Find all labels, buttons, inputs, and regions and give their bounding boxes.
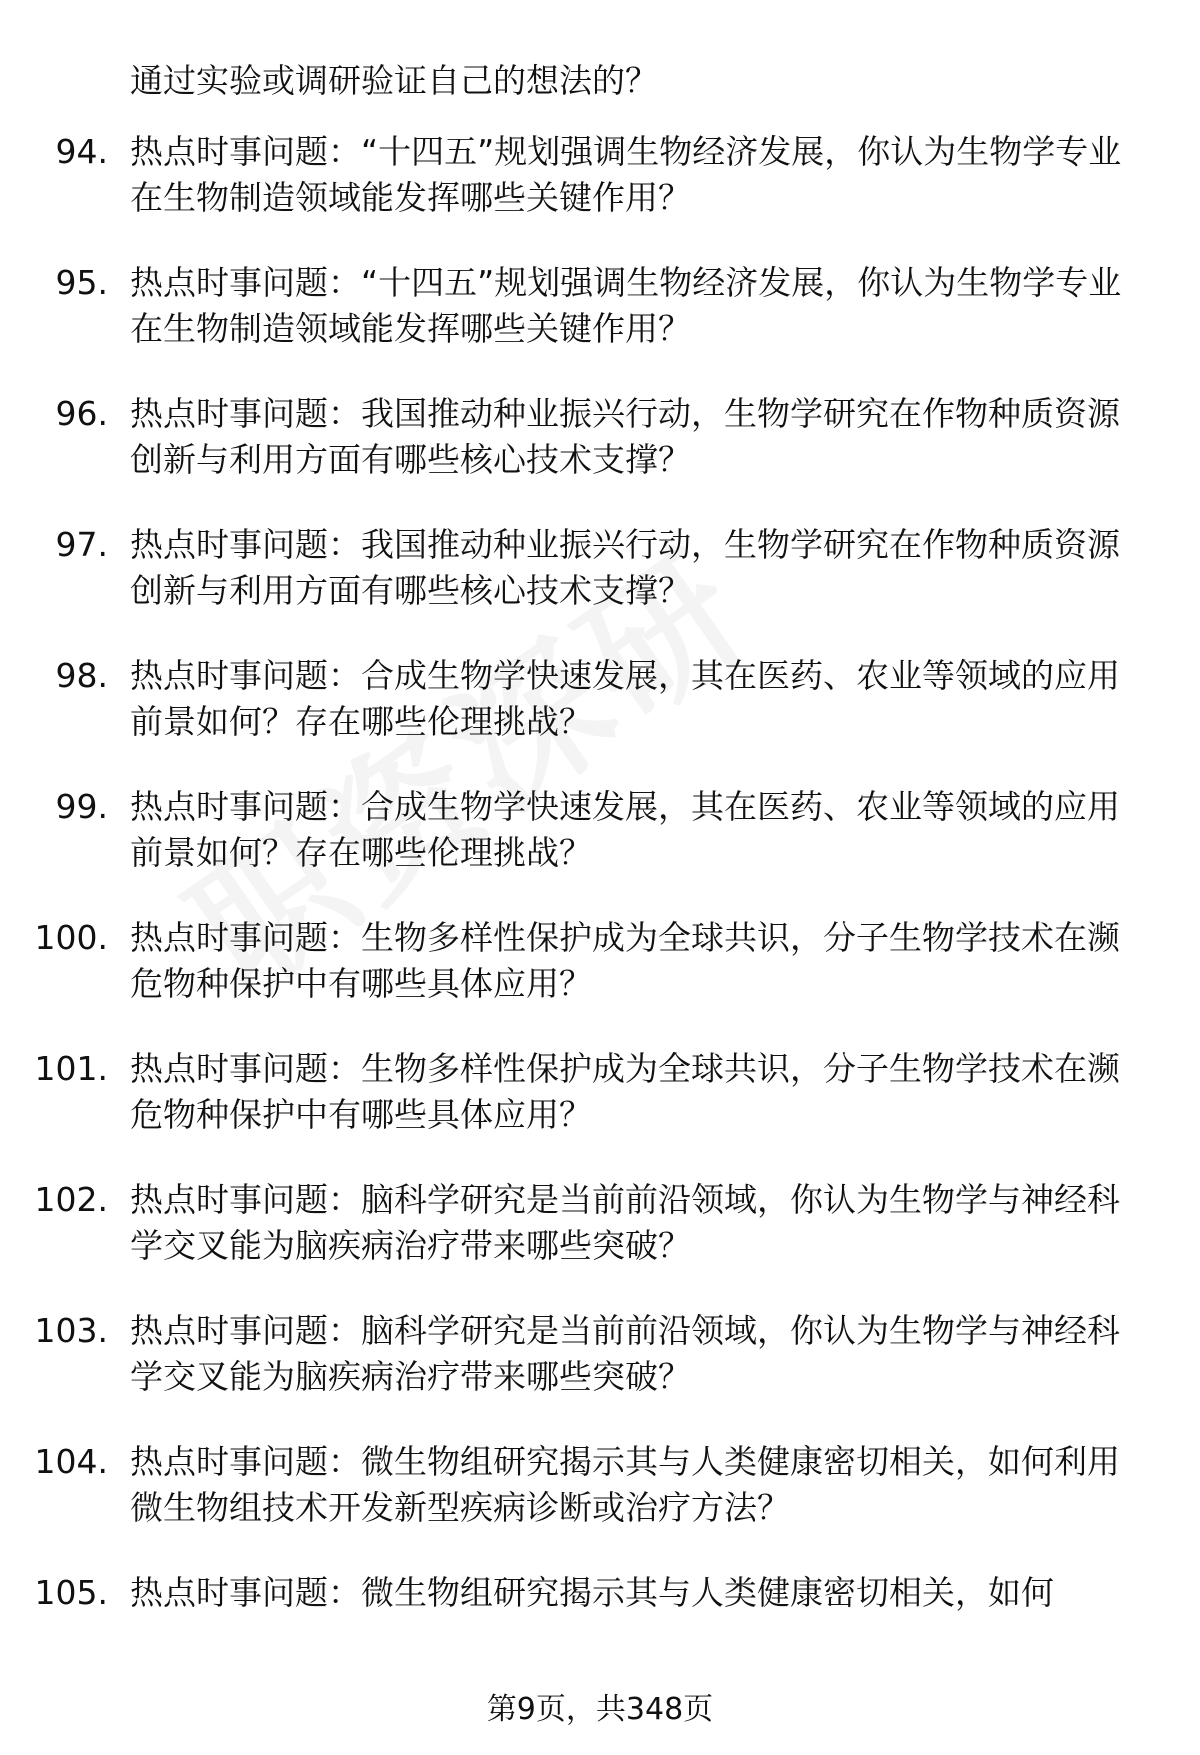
question-text: 热点时事问题：合成生物学快速发展，其在医药、农业等领域的应用前景如何？存在哪些伦理挑战？ [130,656,1120,741]
question-text: 热点时事问题：我国推动种业振兴行动，生物学研究在作物种质资源创新与利用方面有哪些核心技术支撑？ [130,394,1120,479]
question-text: 热点时事问题：我国推动种业振兴行动，生物学研究在作物种质资源创新与利用方面有哪些核心技术支撑？ [130,525,1120,610]
question-number: 100. [34,918,108,957]
question-number: 96. [55,394,108,433]
question-text: 热点时事问题：“十四五”规划强调生物经济发展，你认为生物学专业在生物制造领域能发挥哪些关键作用？ [130,132,1122,217]
question-number: 97. [55,525,108,564]
question-number: 101. [34,1049,108,1088]
question-text: 热点时事问题：“十四五”规划强调生物经济发展，你认为生物学专业在生物制造领域能发挥哪些关键作用？ [130,263,1122,348]
question-number: 102. [34,1180,108,1219]
question-text: 热点时事问题：生物多样性保护成为全球共识，分子生物学技术在濒危物种保护中有哪些具体应用？ [130,918,1120,1003]
question-number: 94. [55,132,108,171]
question-number: 103. [34,1311,108,1350]
question-number: 95. [55,263,108,302]
question-text: 热点时事问题：脑科学研究是当前前沿领域，你认为生物学与神经科学交叉能为脑疾病治疗带来哪些突破？ [130,1180,1120,1265]
question-text: 热点时事问题：微生物组研究揭示其与人类健康密切相关，如何 [130,1573,1054,1612]
page-footer: 第9页，共348页 [486,1692,714,1727]
question-text: 热点时事问题：合成生物学快速发展，其在医药、农业等领域的应用前景如何？存在哪些伦理挑战？ [130,787,1120,872]
question-number: 104. [34,1442,108,1481]
continuation-text: 通过实验或调研验证自己的想法的？ [130,61,658,100]
question-number: 98. [55,656,108,695]
question-number: 105. [34,1573,108,1612]
question-number: 99. [55,787,108,826]
question-text: 热点时事问题：生物多样性保护成为全球共识，分子生物学技术在濒危物种保护中有哪些具体应用？ [130,1049,1120,1134]
question-text: 热点时事问题：微生物组研究揭示其与人类健康密切相关，如何利用微生物组技术开发新型疾病诊断或治疗方法？ [130,1442,1120,1527]
question-text: 热点时事问题：脑科学研究是当前前沿领域，你认为生物学与神经科学交叉能为脑疾病治疗带来哪些突破？ [130,1311,1120,1396]
